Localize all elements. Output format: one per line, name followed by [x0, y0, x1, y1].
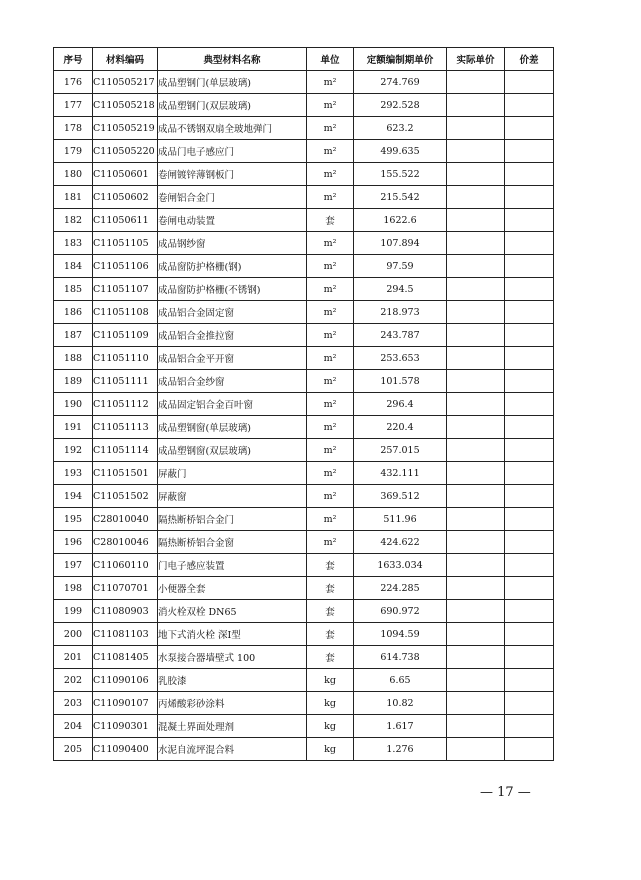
table-header-row [54, 48, 554, 71]
cell-price-difference [505, 462, 554, 485]
cell-material-code: C11051106 [93, 255, 158, 278]
cell-unit: m² [307, 462, 354, 485]
cell-material-name: 水泥自流坪混合料 [158, 738, 307, 761]
cell-material-name: 丙烯酸彩砂涂料 [158, 692, 307, 715]
cell-material-name: 屏蔽门 [158, 462, 307, 485]
cell-unit: m² [307, 347, 354, 370]
cell-actual-price [447, 255, 505, 278]
cell-price-difference [505, 554, 554, 577]
table-row [54, 71, 554, 94]
cell-quota-price: 257.015 [354, 439, 447, 462]
cell-seq: 199 [54, 600, 93, 623]
cell-quota-price: 690.972 [354, 600, 447, 623]
cell-material-name: 屏蔽窗 [158, 485, 307, 508]
table-row [54, 439, 554, 462]
cell-material-code: C11050602 [93, 186, 158, 209]
cell-unit: 套 [307, 554, 354, 577]
cell-actual-price [447, 71, 505, 94]
cell-material-name: 成品塑钢门(双层玻璃) [158, 94, 307, 117]
cell-seq: 189 [54, 370, 93, 393]
cell-quota-price: 218.973 [354, 301, 447, 324]
cell-material-name: 地下式消火栓 深Ⅰ型 [158, 623, 307, 646]
cell-material-name: 卷闸电动装置 [158, 209, 307, 232]
header-actual-price: 实际单价 [447, 48, 505, 71]
cell-material-code: C11051109 [93, 324, 158, 347]
cell-quota-price: 369.512 [354, 485, 447, 508]
header-unit: 单位 [307, 48, 354, 71]
cell-unit: 套 [307, 623, 354, 646]
cell-material-code: C11090107 [93, 692, 158, 715]
cell-seq: 185 [54, 278, 93, 301]
cell-material-name: 成品窗防护格栅(钢) [158, 255, 307, 278]
table-row [54, 738, 554, 761]
cell-material-name: 卷闸镀锌薄钢板门 [158, 163, 307, 186]
cell-quota-price: 215.542 [354, 186, 447, 209]
cell-material-code: C11050611 [93, 209, 158, 232]
cell-material-code: C11051114 [93, 439, 158, 462]
cell-quota-price: 432.111 [354, 462, 447, 485]
cell-price-difference [505, 715, 554, 738]
cell-quota-price: 499.635 [354, 140, 447, 163]
cell-unit: m² [307, 439, 354, 462]
cell-material-name: 成品塑钢窗(双层玻璃) [158, 439, 307, 462]
table-row [54, 508, 554, 531]
header-price-difference: 价差 [505, 48, 554, 71]
cell-quota-price: 274.769 [354, 71, 447, 94]
cell-price-difference [505, 646, 554, 669]
cell-material-name: 隔热断桥铝合金窗 [158, 531, 307, 554]
cell-seq: 194 [54, 485, 93, 508]
cell-material-code: C11090301 [93, 715, 158, 738]
cell-material-name: 隔热断桥铝合金门 [158, 508, 307, 531]
cell-unit: m² [307, 163, 354, 186]
cell-material-name: 成品铝合金平开窗 [158, 347, 307, 370]
table-row [54, 462, 554, 485]
cell-material-code: C110505218 [93, 94, 158, 117]
cell-quota-price: 614.738 [354, 646, 447, 669]
cell-material-code: C11050601 [93, 163, 158, 186]
cell-seq: 178 [54, 117, 93, 140]
cell-seq: 180 [54, 163, 93, 186]
cell-price-difference [505, 416, 554, 439]
cell-material-code: C11051502 [93, 485, 158, 508]
cell-actual-price [447, 347, 505, 370]
cell-quota-price: 292.528 [354, 94, 447, 117]
cell-seq: 187 [54, 324, 93, 347]
cell-material-name: 卷闸铝合金门 [158, 186, 307, 209]
cell-price-difference [505, 71, 554, 94]
page-number: — 17 — [480, 785, 531, 800]
cell-quota-price: 296.4 [354, 393, 447, 416]
cell-material-name: 混凝土界面处理剂 [158, 715, 307, 738]
cell-quota-price: 1.276 [354, 738, 447, 761]
cell-price-difference [505, 738, 554, 761]
header-seq: 序号 [54, 48, 93, 71]
cell-unit: 套 [307, 577, 354, 600]
cell-seq: 177 [54, 94, 93, 117]
cell-quota-price: 107.894 [354, 232, 447, 255]
cell-seq: 190 [54, 393, 93, 416]
header-material-code: 材料编码 [93, 48, 158, 71]
cell-material-code: C11051501 [93, 462, 158, 485]
cell-actual-price [447, 117, 505, 140]
cell-material-name: 乳胶漆 [158, 669, 307, 692]
cell-seq: 196 [54, 531, 93, 554]
cell-actual-price [447, 324, 505, 347]
table-row [54, 623, 554, 646]
cell-quota-price: 253.653 [354, 347, 447, 370]
cell-material-name: 小便器全套 [158, 577, 307, 600]
table-row [54, 255, 554, 278]
cell-unit: kg [307, 738, 354, 761]
material-price-table [53, 47, 554, 761]
cell-price-difference [505, 508, 554, 531]
cell-unit: m² [307, 393, 354, 416]
table-row [54, 94, 554, 117]
cell-actual-price [447, 209, 505, 232]
cell-seq: 179 [54, 140, 93, 163]
cell-seq: 193 [54, 462, 93, 485]
cell-price-difference [505, 94, 554, 117]
table-row [54, 600, 554, 623]
cell-price-difference [505, 531, 554, 554]
cell-seq: 188 [54, 347, 93, 370]
table-row [54, 163, 554, 186]
cell-price-difference [505, 577, 554, 600]
table-row [54, 531, 554, 554]
cell-material-code: C11090400 [93, 738, 158, 761]
cell-actual-price [447, 163, 505, 186]
cell-price-difference [505, 324, 554, 347]
cell-material-code: C11070701 [93, 577, 158, 600]
cell-actual-price [447, 439, 505, 462]
cell-seq: 204 [54, 715, 93, 738]
cell-unit: m² [307, 140, 354, 163]
cell-price-difference [505, 232, 554, 255]
header-quota-price: 定额编制期单价 [354, 48, 447, 71]
cell-material-name: 成品铝合金纱窗 [158, 370, 307, 393]
cell-unit: m² [307, 508, 354, 531]
cell-price-difference [505, 669, 554, 692]
cell-unit: kg [307, 669, 354, 692]
cell-unit: m² [307, 531, 354, 554]
cell-material-code: C11051112 [93, 393, 158, 416]
cell-unit: kg [307, 692, 354, 715]
cell-material-code: C11051110 [93, 347, 158, 370]
cell-price-difference [505, 186, 554, 209]
cell-actual-price [447, 393, 505, 416]
cell-material-code: C28010046 [93, 531, 158, 554]
cell-unit: m² [307, 416, 354, 439]
table-row [54, 485, 554, 508]
table-row [54, 117, 554, 140]
cell-price-difference [505, 209, 554, 232]
cell-price-difference [505, 393, 554, 416]
table-row [54, 186, 554, 209]
cell-quota-price: 1633.034 [354, 554, 447, 577]
table-row [54, 646, 554, 669]
cell-price-difference [505, 255, 554, 278]
cell-price-difference [505, 692, 554, 715]
cell-material-code: C11080903 [93, 600, 158, 623]
cell-seq: 184 [54, 255, 93, 278]
table-row [54, 232, 554, 255]
cell-material-code: C11081103 [93, 623, 158, 646]
cell-actual-price [447, 646, 505, 669]
cell-material-code: C11060110 [93, 554, 158, 577]
cell-unit: m² [307, 278, 354, 301]
cell-quota-price: 155.522 [354, 163, 447, 186]
cell-material-name: 成品门电子感应门 [158, 140, 307, 163]
cell-quota-price: 220.4 [354, 416, 447, 439]
cell-quota-price: 1.617 [354, 715, 447, 738]
cell-quota-price: 1094.59 [354, 623, 447, 646]
cell-unit: m² [307, 71, 354, 94]
cell-actual-price [447, 301, 505, 324]
cell-price-difference [505, 347, 554, 370]
cell-unit: kg [307, 715, 354, 738]
cell-material-name: 成品塑钢窗(单层玻璃) [158, 416, 307, 439]
table-row [54, 416, 554, 439]
cell-material-code: C110505219 [93, 117, 158, 140]
cell-unit: 套 [307, 600, 354, 623]
cell-material-code: C110505217 [93, 71, 158, 94]
cell-unit: m² [307, 301, 354, 324]
cell-actual-price [447, 94, 505, 117]
cell-material-name: 成品钢纱窗 [158, 232, 307, 255]
cell-seq: 201 [54, 646, 93, 669]
cell-actual-price [447, 485, 505, 508]
cell-price-difference [505, 278, 554, 301]
cell-material-name: 水泵接合器墙壁式 100 [158, 646, 307, 669]
cell-material-code: C11051108 [93, 301, 158, 324]
cell-material-code: C11051105 [93, 232, 158, 255]
cell-actual-price [447, 232, 505, 255]
cell-actual-price [447, 278, 505, 301]
cell-quota-price: 101.578 [354, 370, 447, 393]
cell-unit: m² [307, 370, 354, 393]
cell-actual-price [447, 416, 505, 439]
cell-price-difference [505, 485, 554, 508]
cell-actual-price [447, 508, 505, 531]
header-material-name: 典型材料名称 [158, 48, 307, 71]
cell-quota-price: 294.5 [354, 278, 447, 301]
cell-actual-price [447, 715, 505, 738]
table-row [54, 692, 554, 715]
cell-unit: m² [307, 232, 354, 255]
cell-material-name: 成品不锈钢双扇全玻地弹门 [158, 117, 307, 140]
cell-actual-price [447, 669, 505, 692]
table-row [54, 370, 554, 393]
cell-material-name: 成品铝合金固定窗 [158, 301, 307, 324]
cell-seq: 203 [54, 692, 93, 715]
table-row [54, 393, 554, 416]
cell-actual-price [447, 186, 505, 209]
cell-quota-price: 511.96 [354, 508, 447, 531]
cell-actual-price [447, 370, 505, 393]
cell-price-difference [505, 623, 554, 646]
cell-unit: m² [307, 186, 354, 209]
cell-material-code: C11051111 [93, 370, 158, 393]
cell-quota-price: 97.59 [354, 255, 447, 278]
table-row [54, 209, 554, 232]
cell-price-difference [505, 117, 554, 140]
table-row [54, 669, 554, 692]
table-row [54, 278, 554, 301]
cell-price-difference [505, 163, 554, 186]
cell-seq: 186 [54, 301, 93, 324]
cell-actual-price [447, 462, 505, 485]
cell-price-difference [505, 140, 554, 163]
cell-actual-price [447, 692, 505, 715]
table-row [54, 347, 554, 370]
cell-material-code: C11081405 [93, 646, 158, 669]
cell-seq: 182 [54, 209, 93, 232]
cell-price-difference [505, 600, 554, 623]
cell-actual-price [447, 738, 505, 761]
cell-material-code: C11051113 [93, 416, 158, 439]
cell-seq: 192 [54, 439, 93, 462]
cell-seq: 181 [54, 186, 93, 209]
table-row [54, 715, 554, 738]
cell-material-name: 成品塑钢门(单层玻璃) [158, 71, 307, 94]
table-row [54, 577, 554, 600]
cell-material-code: C11051107 [93, 278, 158, 301]
cell-seq: 176 [54, 71, 93, 94]
cell-material-name: 成品铝合金推拉窗 [158, 324, 307, 347]
cell-unit: m² [307, 94, 354, 117]
cell-actual-price [447, 623, 505, 646]
cell-quota-price: 1622.6 [354, 209, 447, 232]
cell-seq: 202 [54, 669, 93, 692]
table-row [54, 140, 554, 163]
cell-actual-price [447, 531, 505, 554]
cell-price-difference [505, 301, 554, 324]
cell-unit: m² [307, 324, 354, 347]
cell-quota-price: 623.2 [354, 117, 447, 140]
cell-seq: 197 [54, 554, 93, 577]
cell-quota-price: 6.65 [354, 669, 447, 692]
cell-unit: m² [307, 255, 354, 278]
cell-seq: 205 [54, 738, 93, 761]
cell-price-difference [505, 439, 554, 462]
cell-material-name: 消火栓双栓 DN65 [158, 600, 307, 623]
cell-seq: 191 [54, 416, 93, 439]
cell-seq: 198 [54, 577, 93, 600]
cell-actual-price [447, 140, 505, 163]
cell-quota-price: 424.622 [354, 531, 447, 554]
table-row [54, 301, 554, 324]
cell-material-name: 成品窗防护格栅(不锈钢) [158, 278, 307, 301]
cell-material-name: 成品固定铝合金百叶窗 [158, 393, 307, 416]
cell-actual-price [447, 554, 505, 577]
cell-seq: 183 [54, 232, 93, 255]
cell-seq: 200 [54, 623, 93, 646]
cell-material-code: C110505220 [93, 140, 158, 163]
cell-material-code: C11090106 [93, 669, 158, 692]
cell-material-code: C28010040 [93, 508, 158, 531]
cell-quota-price: 224.285 [354, 577, 447, 600]
cell-quota-price: 243.787 [354, 324, 447, 347]
cell-unit: 套 [307, 646, 354, 669]
cell-seq: 195 [54, 508, 93, 531]
table-row [54, 554, 554, 577]
cell-actual-price [447, 577, 505, 600]
cell-material-name: 门电子感应装置 [158, 554, 307, 577]
cell-price-difference [505, 370, 554, 393]
cell-quota-price: 10.82 [354, 692, 447, 715]
cell-unit: m² [307, 117, 354, 140]
table-body [54, 71, 554, 761]
cell-unit: m² [307, 485, 354, 508]
table-row [54, 324, 554, 347]
cell-unit: 套 [307, 209, 354, 232]
cell-actual-price [447, 600, 505, 623]
